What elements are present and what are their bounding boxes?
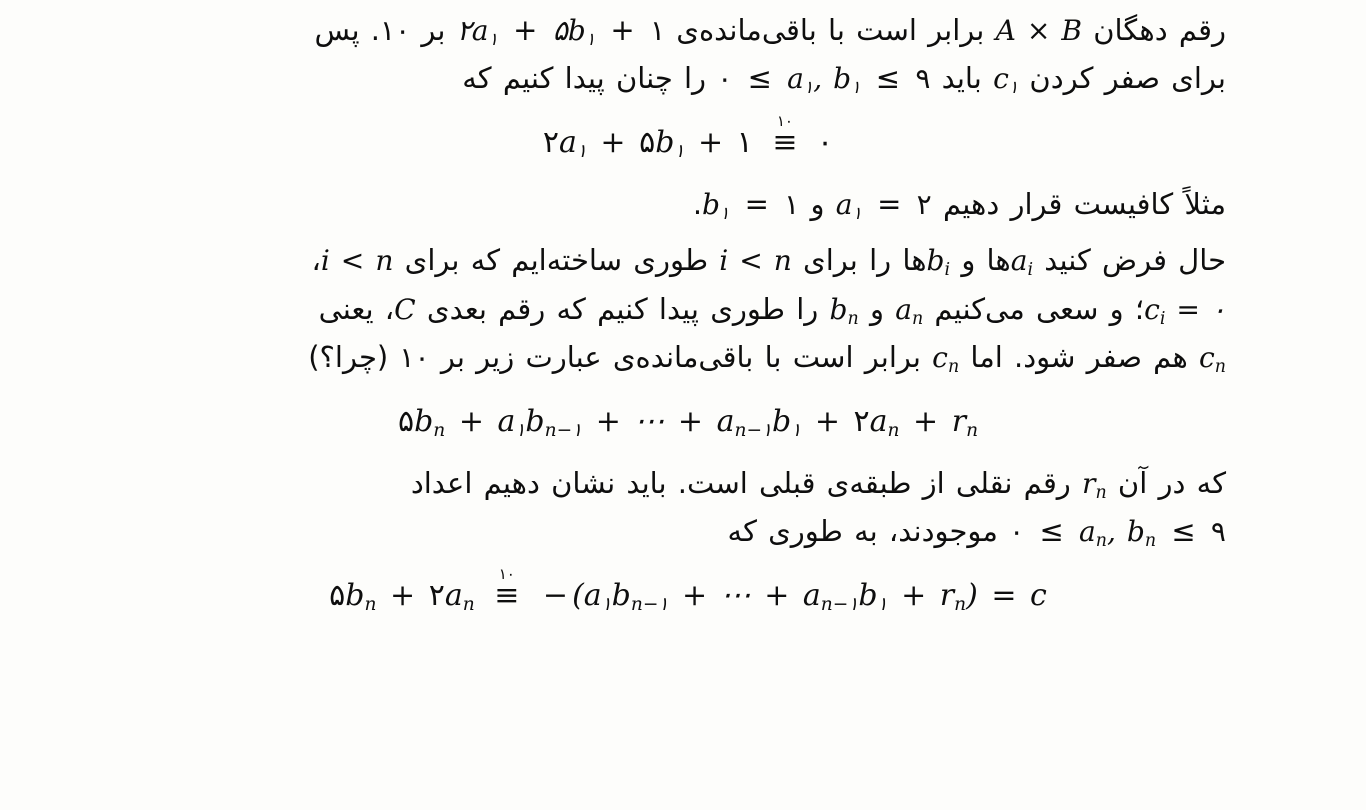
congruence-mod-10-icon: ۱۰ ≡ — [772, 111, 798, 160]
equation-3-modulus: ۱۰ — [498, 564, 515, 583]
equation-2: $۵b_n + a_۱b_{n-۱}$ + ⋯ + $a_{n-۱}b_۱$ + $۲a_n + r_n$ — [397, 403, 979, 441]
paragraph-4-line-1: که در آن $r_n$ رقم نقلی از طبقه‌ی قبلی است. باید نشان دهیم اعداد — [410, 465, 1226, 503]
paragraph-4-line-2: ۹ ≥ $a_n$, $b_n$ ≥ ۰ موجودند، به طوری که — [727, 514, 1226, 552]
equation-3: $۵b_n$ + $۲a_n$ ۱۰ ≡ − ($a_۱b_{n-۱}$ + ⋯ + $a_{n-۱}b_۱ + r_n) = c$ — [329, 564, 1047, 615]
paragraph-3-line-2: $c_i$ = ۰؛ و سعی می‌کنیم $a_n$ و $b_n$ را طوری پیدا کنیم که رقم بعدی C، یعنی — [318, 291, 1226, 329]
paragraph-3-line-1: حال فرض کنید $a_i‌ها$ و $b_i‌ها$ را برای i < n طوری ساخته‌ایم که برای i < n، — [311, 243, 1226, 281]
paragraph-1-line-1: رقم دهگان A × B برابر است با باقی‌مانده‌ی ۱ + $۵b_۱$ + $۲a_۱$ بر ۱۰. پس — [314, 13, 1226, 50]
paragraph-3-line-3: $c_n$ هم صفر شود. اما $c_n$ برابر است با باقی‌مانده‌ی عبارت زیر بر ۱۰ (چرا؟) — [308, 340, 1226, 378]
equation-1-modulus: ۱۰ — [776, 111, 793, 130]
paragraph-2: مثلاً کافیست قرار دهیم ۲ = $a_۱$ و ۱ = $b_۱$. — [692, 187, 1226, 224]
paragraph-1-line-2: برای صفر کردن $c_۱$ باید ۹ ≥ $a_۱$, $b_۱$ ≥ ۰ را چنان پیدا کنیم که — [462, 61, 1226, 99]
document-body — [150, 8, 1226, 635]
congruence-mod-10-icon-2: ۱۰ ≡ — [494, 564, 520, 613]
equation-1: $۲a_۱$ + $۵b_۱$ + ۱ ۱۰ ≡ ۰ — [542, 111, 834, 163]
